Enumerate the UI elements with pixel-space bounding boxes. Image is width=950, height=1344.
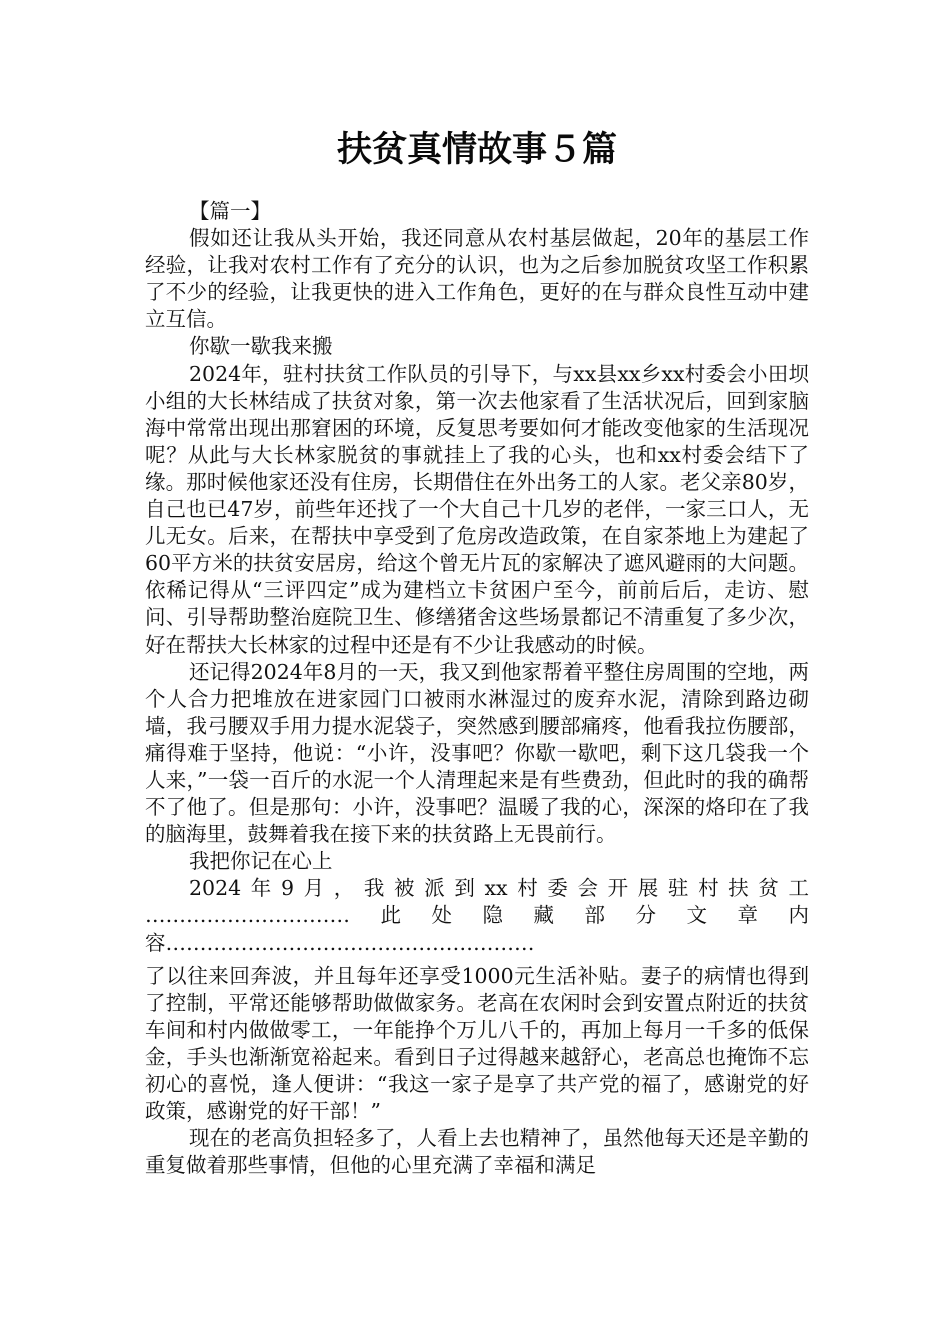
subheading: 你歇一歇我来搬 <box>189 334 333 359</box>
paragraph: 2024年，驻村扶贫工作队员的引导下，与xx县xx乡xx村委会小田坝小组的大长林结成了扶贫对象，第一次去他家看了生活状况后，回到家脑海中常常出现出那窘困的环境，反复思考要如何才能改变他家的生活现况呢？从此与大长林家脱贫的事就挂上了我的心头，也和xx村委会结下了缘。那时候他家还没有住房，长期借住在外出务工的人家。老父亲80岁，自己也已47岁，前些年还找了一个大自己十几岁的老伴，一家三口人，无儿无女。后来，在帮扶中享受到了危房改造政策，在自家茶地上为建起了60平方米的扶贫安居房，给这个曾无片瓦的家解决了遮风避雨的大问题。依稀记得从“三评四定”成为建档立卡贫困户至今，前前后后，走访、慰问、引导帮助整治庭院卫生、修缮猪舍这些场景都记不清重复了多少次，好在帮扶大长林家的过程中还是有不少让我感动的时候。 <box>145 361 809 657</box>
document-body <box>145 198 850 1179</box>
paragraph: 现在的老高负担轻多了，人看上去也精神了，虽然他每天还是辛勤的重复做着那些事情，但他的心里充满了幸福和满足 <box>145 1126 809 1178</box>
paragraph-truncated: 2024年9月，我被派到xx村委会开展驻村扶贫工 …………………………此处隐藏部分文章内容……………………………………………… <box>145 876 850 955</box>
section-heading: 【篇一】 <box>189 199 271 223</box>
paragraph-continued: 了以往来回奔波，并且每年还享受1000元生活补贴。妻子的病情也得到了控制，平常还能够帮助做做家务。老高在农闲时会到安置点附近的扶贫车间和村内做做零工，一年能挣个万儿八千的，再加上每月一千多的低保金，手头也渐渐宽裕起来。看到日子过得越来越舒心，老高总也掩饰不忘初心的喜悦，逢人便讲：“我这一家子是享了共产党的福了，感谢党的好政策，感谢党的好干部！” <box>145 963 809 1124</box>
document-title: 扶贫真情故事５篇 <box>336 130 617 170</box>
subheading: 我把你记在心上 <box>189 849 333 874</box>
paragraph: 还记得2024年8月的一天，我又到他家帮着平整住房周围的空地，两个人合力把堆放在进家园门口被雨水淋湿过的废弃水泥，清除到路边砌墙，我弓腰双手用力提水泥袋子，突然感到腰部痛疼，他看我拉伤腰部，痛得难于坚持，他说：“小许，没事吧？你歇一歇吧，剩下这几袋我一个人来，”一袋一百斤的水泥一个人清理起来是有些费劲，但此时的我的确帮不了他了。但是那句：小许，没事吧？温暖了我的心，深深的烙印在了我的脑海里，鼓舞着我在接下来的扶贫路上无畏前行。 <box>145 659 809 847</box>
paragraph: 假如还让我从头开始，我还同意从农村基层做起，20年的基层工作经验，让我对农村工作有了充分的认识，也为之后参加脱贫攻坚工作积累了不少的经验，让我更快的进入工作角色，更好的在与群众良性互动中建立互信。 <box>145 226 809 332</box>
